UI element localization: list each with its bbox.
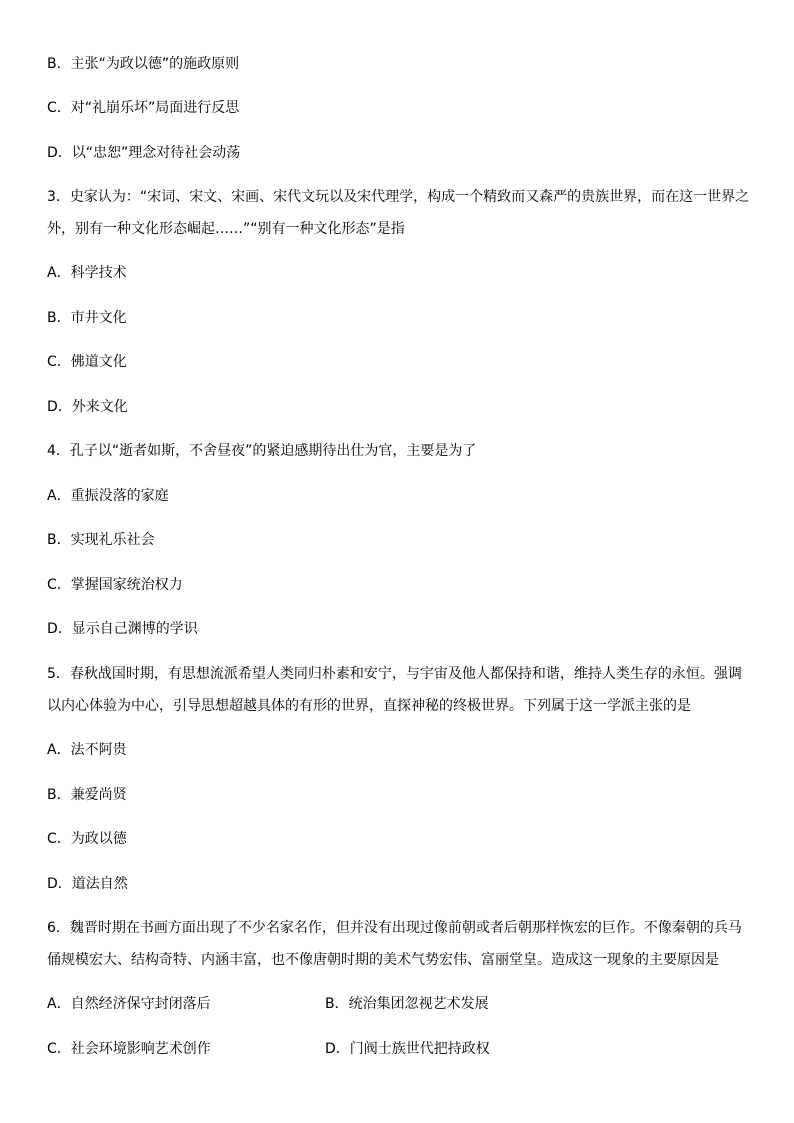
- q2-option-d[interactable]: D．以“忠恕”理念对待社会动荡: [47, 145, 241, 161]
- q3-option-c[interactable]: C．佛道文化: [47, 354, 127, 370]
- q4-option-b[interactable]: B．实现礼乐社会: [47, 532, 155, 548]
- q5-option-c[interactable]: C．为政以德: [47, 831, 127, 847]
- q3-stem-line2: 外，别有一种文化形态崛起……”“别有一种文化形态”是指: [47, 221, 405, 237]
- q6-stem-line1: 6．魏晋时期在书画方面出现了不少名家名作，但并没有出现过像前朝或者后朝那样恢宏的巨作。不像秦朝的兵马: [47, 920, 742, 936]
- q5-stem-line1: 5．春秋战国时期，有思想流派希望人类同归朴素和安宁，与宇宙及他人都保持和谐，维持人类生存的永恒。强调: [47, 666, 742, 682]
- q6-option-d[interactable]: D．门阀士族世代把持政权: [325, 1041, 490, 1057]
- q3-stem-line1: 3．史家认为：“宋词、宋文、宋画、宋代文玩以及宋代理学，构成一个精致而又森严的贵族世界，而在这一世界之: [47, 189, 750, 205]
- q4-stem: 4．孔子以“逝者如斯，不舍昼夜”的紧迫感期待出仕为官，主要是为了: [47, 443, 477, 459]
- q3-option-b[interactable]: B．市井文化: [47, 310, 127, 326]
- q3-option-d[interactable]: D．外来文化: [47, 399, 128, 415]
- q6-option-c[interactable]: C．社会环境影响艺术创作: [47, 1041, 211, 1057]
- q5-option-a[interactable]: A．法不阿贵: [47, 742, 127, 758]
- q3-option-a[interactable]: A．科学技术: [47, 265, 127, 281]
- q5-option-b[interactable]: B．兼爱尚贤: [47, 787, 127, 803]
- q5-option-d[interactable]: D．道法自然: [47, 876, 128, 892]
- q2-option-b[interactable]: B．主张“为政以德”的施政原则: [47, 56, 240, 72]
- q6-option-a[interactable]: A．自然经济保守封闭落后: [47, 996, 211, 1012]
- q4-option-c[interactable]: C．掌握国家统治权力: [47, 577, 183, 593]
- q4-option-a[interactable]: A．重振没落的家庭: [47, 488, 169, 504]
- q6-stem-line2: 俑规模宏大、结构奇特、内涵丰富，也不像唐朝时期的美术气势宏伟、富丽堂皇。造成这一现象的主要原因是: [47, 952, 719, 968]
- q5-stem-line2: 以内心体验为中心，引导思想超越具体的有形的世界，直探神秘的终极世界。下列属于这一学派主张的是: [47, 698, 691, 714]
- q6-option-b[interactable]: B．统治集团忽视艺术发展: [325, 996, 489, 1012]
- q2-option-c[interactable]: C．对“礼崩乐坏”局面进行反思: [47, 100, 240, 116]
- q4-option-d[interactable]: D．显示自己渊博的学识: [47, 621, 198, 637]
